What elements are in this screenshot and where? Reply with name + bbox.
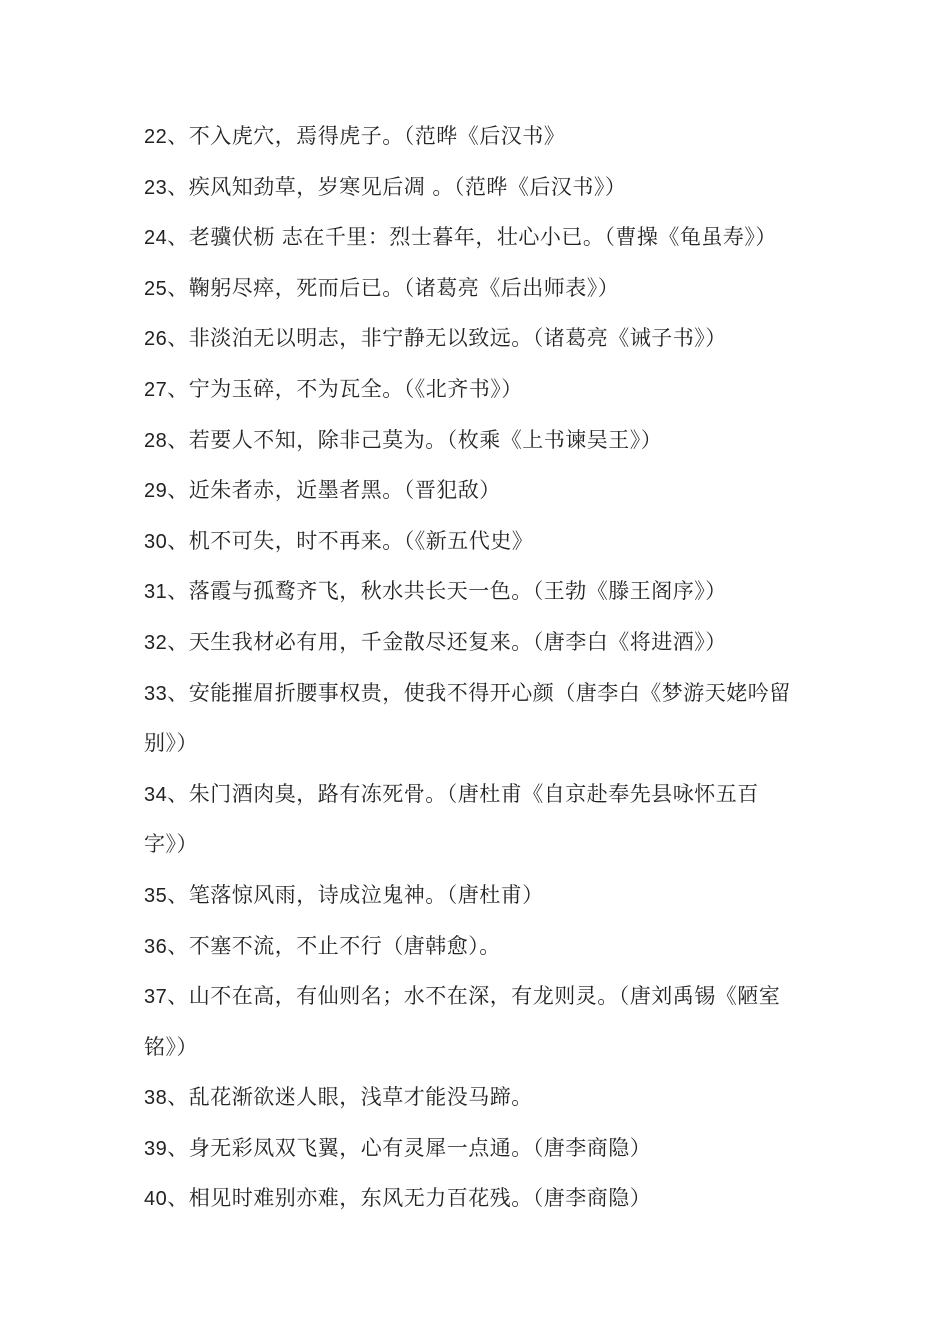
- quote-text: 字》）: [144, 832, 198, 857]
- quote-text: 、安能摧眉折腰事权贵，使我不得开心颜（唐李白《梦游天姥吟留: [167, 680, 791, 705]
- quote-number: 28: [144, 429, 168, 452]
- quote-text: 、身无彩凤双飞翼，心有灵犀一点通。（唐李商隐）: [167, 1135, 652, 1160]
- quote-list: [144, 118, 804, 1231]
- quote-line: [144, 1079, 804, 1130]
- quote-number: 39: [144, 1137, 168, 1160]
- quote-line: [144, 675, 804, 726]
- quote-number: 35: [144, 884, 168, 907]
- quote-text: 、非淡泊无以明志，非宁静无以致远。（诸葛亮《诫子书》）: [167, 326, 727, 351]
- quote-text: 、若要人不知，除非己莫为。（枚乘《上书谏吴王》）: [167, 427, 663, 452]
- quote-number: 29: [144, 480, 168, 503]
- quote-text: 、宁为玉碎，不为瓦全。（《北齐书》）: [167, 376, 523, 401]
- quote-number: 40: [144, 1188, 168, 1211]
- quote-line: [144, 978, 804, 1029]
- quote-line: [144, 776, 804, 827]
- quote-number: 38: [144, 1087, 168, 1110]
- quote-line: [144, 422, 804, 473]
- quote-number: 31: [144, 581, 168, 604]
- quote-text: 铭》）: [144, 1034, 198, 1059]
- quote-line: [144, 169, 804, 220]
- quote-line: [144, 320, 804, 371]
- quote-text: 、老骥伏枥 志在千里：烈士暮年，壮心小已。（曹操《龟虽寿》）: [167, 225, 777, 250]
- quote-text: 、朱门酒肉臭，路有冻死骨。（唐杜甫《自京赴奉先县咏怀五百: [167, 781, 759, 806]
- quote-number: 30: [144, 530, 168, 553]
- quote-line: [144, 270, 804, 321]
- quote-text: 别》）: [144, 731, 198, 756]
- quote-text: 、不塞不流，不止不行（唐韩愈）。: [167, 933, 501, 958]
- quote-text: 、落霞与孤鹜齐飞，秋水共长天一色。（王勃《滕王阁序》）: [167, 579, 727, 604]
- quote-line: [144, 219, 804, 270]
- quote-line: [144, 1180, 804, 1231]
- quote-number: 23: [144, 176, 168, 199]
- quote-line: [144, 725, 804, 776]
- quote-text: 、相见时难别亦难，东风无力百花残。（唐李商隐）: [167, 1186, 652, 1211]
- quote-text: 、不入虎穴，焉得虎子。（范晔《后汉书》: [167, 124, 566, 148]
- quote-line: [144, 371, 804, 422]
- quote-text: 、山不在高，有仙则名；水不在深，有龙则灵。（唐刘禹锡《陋室: [167, 984, 781, 1009]
- quote-line: [144, 624, 804, 675]
- quote-line: [144, 826, 804, 877]
- quote-line: [144, 118, 804, 169]
- quote-line: [144, 877, 804, 928]
- quote-text: 、天生我材必有用，千金散尽还复来。（唐李白《将进酒》）: [167, 629, 727, 654]
- quote-number: 34: [144, 783, 168, 806]
- quote-number: 36: [144, 935, 168, 958]
- quote-number: 26: [144, 328, 168, 351]
- quote-number: 37: [144, 986, 168, 1009]
- quote-line: [144, 928, 804, 979]
- quote-text: 、近朱者赤，近墨者黑。（晋犯敌）: [167, 478, 501, 503]
- quote-line: [144, 573, 804, 624]
- quote-number: 32: [144, 631, 168, 654]
- quote-number: 27: [144, 378, 168, 401]
- quote-text: 、机不可失，时不再来。（《新五代史》: [167, 528, 534, 553]
- quote-number: 33: [144, 682, 168, 705]
- quote-text: 、疾风知劲草，岁寒见后凋 。（范晔《后汉书》）: [167, 174, 627, 199]
- quote-line: [144, 1130, 804, 1181]
- quote-line: [144, 1029, 804, 1080]
- quote-number: 24: [144, 227, 168, 250]
- quote-number: 25: [144, 277, 168, 300]
- quote-text: 、笔落惊风雨，诗成泣鬼神。（唐杜甫）: [167, 882, 544, 907]
- quote-line: [144, 472, 804, 523]
- quote-number: 22: [144, 126, 168, 148]
- quote-line: [144, 523, 804, 574]
- quote-text: 、鞠躬尽瘁，死而后已。（诸葛亮《后出师表》）: [167, 275, 620, 300]
- quote-text: 、乱花渐欲迷人眼，浅草才能没马蹄。: [167, 1085, 533, 1110]
